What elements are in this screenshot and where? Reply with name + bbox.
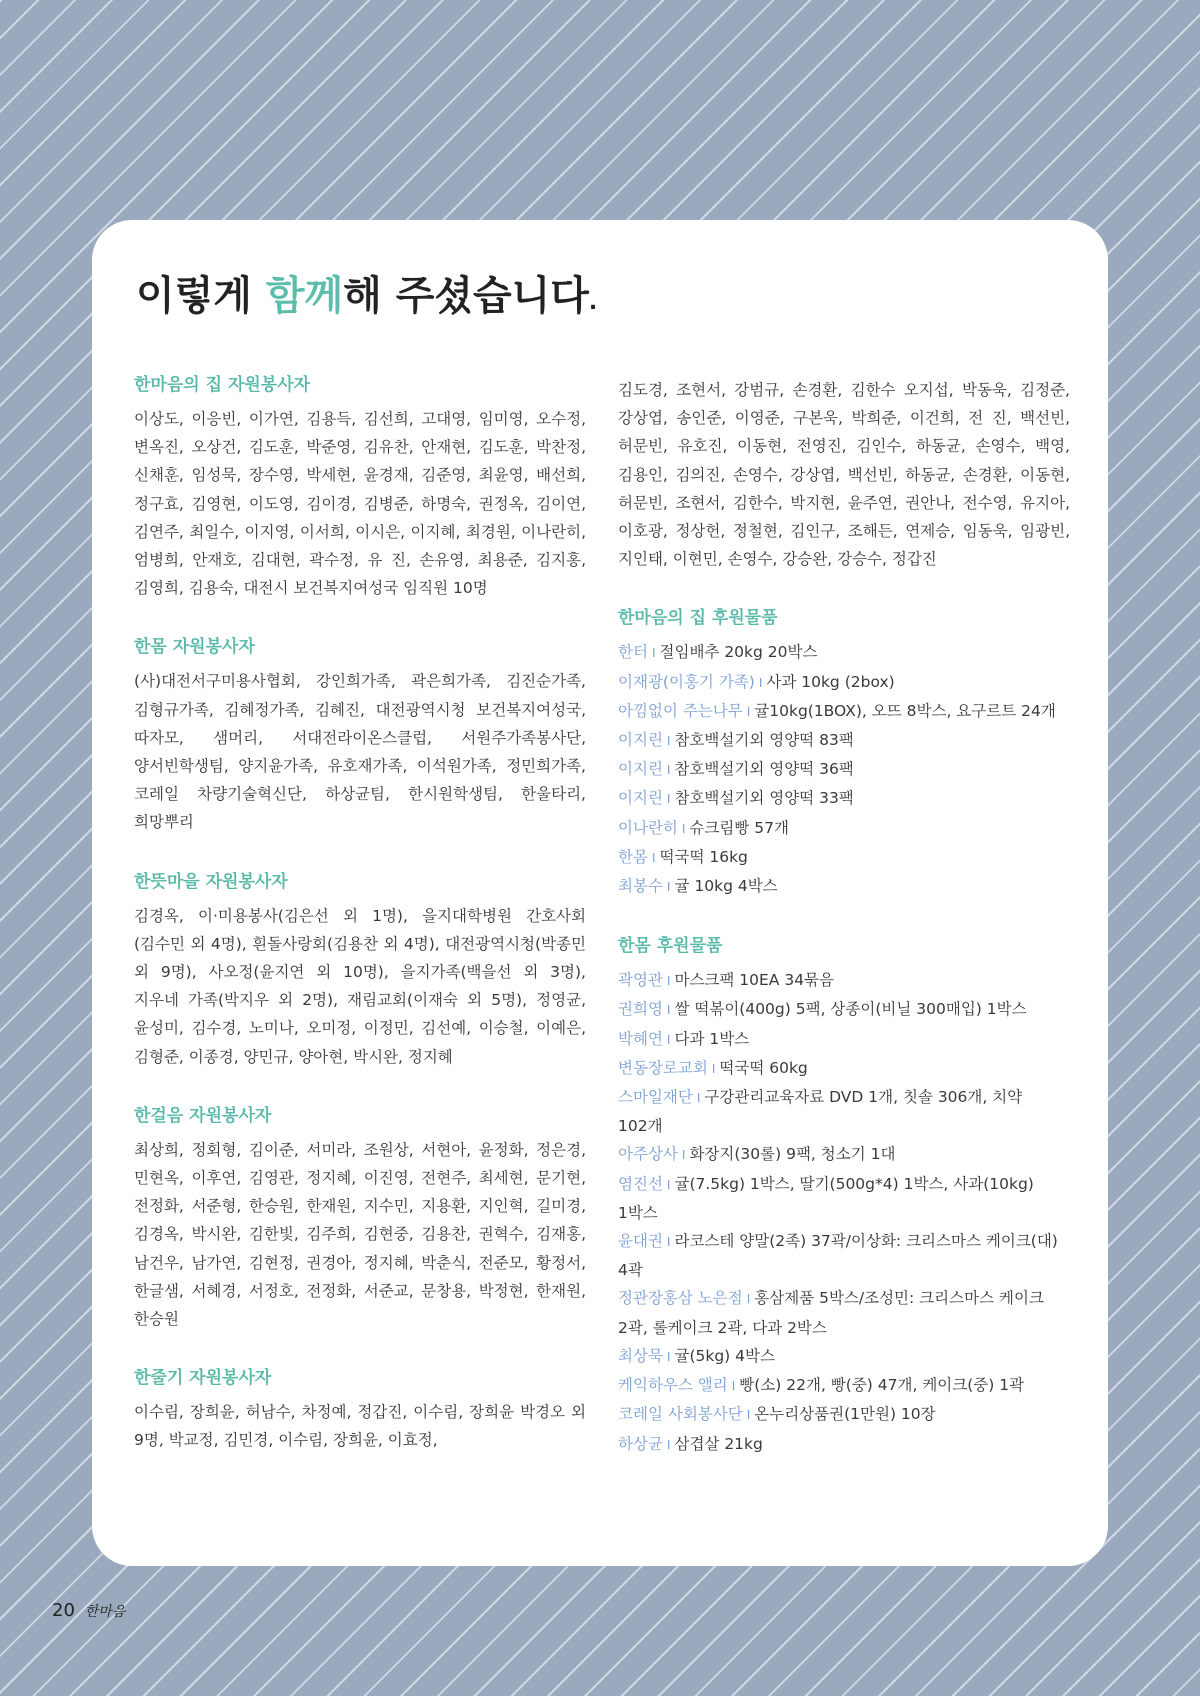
section-body: 최상희, 정회형, 김이준, 서미라, 조원상, 서현아, 윤정화, 정은경, 민현옥, 이후연, 김영관, 정지혜, 이진영, 전현주, 최세현, 문기현, 전정화, 서준형, 한승원, 한재원, 지수민, 지용환, 지인혁, 길미경, 김경옥, 박시완, 김한빛, 김주희, 김현중, 김용찬, 권혁수, 김재홍, 남건우, 남가연, 김현정, 권경아, 정지혜, 박춘식, 전준모, 황정서, 한글샘, 서혜경, 서정호, 전정화, 서준교, 문창용, 박정현, 한재원, 한승원: [134, 1140, 586, 1329]
separator: I: [651, 850, 656, 865]
donation-item: [618, 1430, 1070, 1459]
donation-item: [618, 784, 1070, 813]
separator: I: [666, 974, 671, 989]
donor-name: 윤대권: [618, 1232, 663, 1251]
donation-item: [618, 814, 1070, 843]
left-column: [134, 370, 586, 1455]
donated-item: 참호백설기외 영양떡 83팩: [674, 731, 854, 750]
donor-name: 이지린: [618, 760, 663, 779]
title-highlight: 함께: [265, 273, 344, 319]
donation-item: [618, 1284, 1070, 1341]
donor-name: 이지린: [618, 731, 663, 750]
donated-item: 슈크림빵 57개: [689, 818, 789, 837]
separator: I: [758, 675, 763, 690]
donated-item: 다과 1박스: [674, 1029, 750, 1048]
right-column: [618, 376, 1070, 1459]
separator: I: [696, 1091, 701, 1106]
donor-name: 아주상사: [618, 1145, 678, 1164]
donor-name: 권희영: [618, 1000, 663, 1019]
section-body: 김경옥, 이·미용봉사(김은선 외 1명), 을지대학병원 간호사회(김수민 외 4명), 흰돌사랑회(김용찬 외 4명), 대전광역시청(박종민 외 9명), 사오정(윤지연 외 10명), 을지가족(백을선 외 3명), 지우네 가족(박지우 외 2명), 재림교회(이재숙 외 5명), 정영균, 윤성미, 김수경, 노미나, 오미정, 이정민, 김선예, 이승철, 이예은, 김형준, 이종경, 양민규, 양아현, 박시완, 정지혜: [134, 906, 586, 1066]
donation-item: [618, 726, 1070, 755]
page-number: 20: [52, 1600, 75, 1621]
donor-name: 이재광(이홍기 가족): [618, 672, 755, 691]
separator: I: [731, 1379, 736, 1394]
donation-item: [618, 1371, 1070, 1400]
donation-item: [618, 843, 1070, 872]
donation-section-hanmaeum: [618, 603, 1070, 901]
donor-name: 최상묵: [618, 1346, 663, 1365]
donation-item: [618, 668, 1070, 697]
donated-item: 구강관리교육자료 DVD 1개, 칫솔 306개, 치약 102개: [618, 1088, 1023, 1136]
donation-item: [618, 872, 1070, 901]
donor-name: 정관장홍삼 노은점: [618, 1289, 743, 1308]
section-heading: 한줄기 자원봉사자: [134, 1368, 272, 1389]
separator: I: [666, 1003, 671, 1018]
donation-item: [618, 966, 1070, 995]
volunteer-section-hangeoreum: [134, 1101, 586, 1333]
donation-item: [618, 1054, 1070, 1083]
volunteer-section-hanmom: [134, 632, 586, 836]
donation-item: [618, 755, 1070, 784]
donated-item: 귤(7.5kg) 1박스, 딸기(500g*4) 1박스, 사과(10kg) 1박스: [618, 1174, 1034, 1222]
section-body: (사)대전서구미용사협회, 강인희가족, 곽은희가족, 김진순가족, 김형규가족, 김혜정가족, 김혜진, 대전광역시청 보건복지여성국, 따자모, 샘머리, 서대전라이온스클럽, 서원주가족봉사단, 양서빈학생팀, 양지윤가족, 유호재가족, 이석원가족, 정민희가족, 코레일 차량기술혁신단, 하상균팀, 한시원학생팀, 한울타리, 희망뿌리: [134, 672, 586, 832]
donor-name: 변동장로교회: [618, 1058, 708, 1077]
separator: I: [746, 1408, 751, 1423]
donor-name: 하상균: [618, 1434, 663, 1453]
separator: I: [666, 792, 671, 807]
donated-item: 온누리상품권(1만원) 10장: [754, 1405, 936, 1424]
section-body: 이수림, 장희윤, 허남수, 차정예, 정갑진, 이수림, 장희윤 박경오 외 9명, 박교정, 김민경, 이수림, 장희윤, 이효정,: [134, 1403, 586, 1450]
donation-list: [618, 638, 1070, 901]
donor-name: 한터: [618, 643, 648, 662]
donated-item: 귤10kg(1BOX), 오뜨 8박스, 요구르트 24개: [754, 701, 1056, 720]
donor-name: 스마일재단: [618, 1088, 693, 1107]
donated-item: 귤 10kg 4박스: [674, 877, 778, 896]
donation-item: [618, 1170, 1070, 1227]
separator: I: [666, 734, 671, 749]
page-title: [136, 264, 597, 321]
separator: I: [681, 821, 686, 836]
donation-item: [618, 697, 1070, 726]
section-heading: 한뜻마을 자원봉사자: [134, 871, 288, 892]
donation-item: [618, 638, 1070, 667]
separator: I: [666, 1437, 671, 1452]
section-heading: 한마음의 집 후원물품: [618, 608, 778, 629]
donated-item: 화장지(30롤) 9팩, 청소기 1대: [689, 1145, 896, 1164]
separator: I: [666, 1177, 671, 1192]
donation-item: [618, 1140, 1070, 1169]
donated-item: 참호백설기외 영양떡 36팩: [674, 760, 854, 779]
donated-item: 삼겹살 21kg: [674, 1434, 763, 1453]
separator: I: [666, 1349, 671, 1364]
donor-name: 아낌없이 주는나무: [618, 701, 743, 720]
section-heading: 한걸음 자원봉사자: [134, 1105, 272, 1126]
donated-item: 홍삼제품 5박스/조성민: 크리스마스 케이크 2곽, 롤케이크 2곽, 다과 2박스: [618, 1289, 1044, 1337]
separator: I: [746, 1292, 751, 1307]
separator: I: [651, 646, 656, 661]
content-card: [92, 220, 1108, 1566]
donated-item: 절임배추 20kg 20박스: [659, 643, 818, 662]
donated-item: 참호백설기외 영양떡 33팩: [674, 789, 854, 808]
donor-name: 곽영관: [618, 971, 663, 990]
donor-name: 케익하우스 앨리: [618, 1376, 728, 1395]
donation-item: [618, 1025, 1070, 1054]
separator: I: [666, 763, 671, 778]
separator: I: [666, 880, 671, 895]
separator: I: [746, 704, 751, 719]
donated-item: 떡국떡 16kg: [659, 847, 748, 866]
donor-name: 박혜연: [618, 1029, 663, 1048]
volunteer-section-hanmaeum: [134, 370, 586, 602]
brand-logo: 한마음: [84, 1604, 126, 1620]
separator: I: [681, 1148, 686, 1163]
donation-item: [618, 1342, 1070, 1371]
donor-name: 코레일 사회봉사단: [618, 1405, 743, 1424]
section-body: 이상도, 이응빈, 이가연, 김용득, 김선희, 고대영, 임미영, 오수정, 변옥진, 오상건, 김도훈, 박준영, 김유찬, 안재현, 김도훈, 박찬정, 신채훈, 임성묵, 장수영, 박세현, 윤경재, 김준영, 최윤영, 배선희, 정구효, 김영현, 이도영, 김이경, 김병준, 하명숙, 권정옥, 김이연, 김연주, 최일수, 이지영, 이서희, 이시은, 이지혜, 최경원, 이나란히, 엄병희, 안재호, 김대현, 곽수정, 유 진, 손유영, 최용준, 김지홍, 김영희, 김용숙, 대전시 보건복지여성국 임직원 10명: [134, 410, 586, 598]
volunteer-list-continuation: 김도경, 조현서, 강범규, 손경환, 김한수 오지섭, 박동욱, 김정준, 강상엽, 송인준, 이영준, 구본욱, 박희준, 이건희, 전 진, 백선빈, 허문빈, 유호진, 이동현, 전영진, 김인수, 하동균, 손영수, 백영, 김용인, 김의진, 손영수, 강상엽, 백선빈, 하동균, 손경환, 이동현, 허문빈, 조현서, 김한수, 박지현, 윤주연, 권안나, 전수영, 유지아, 이호광, 정상헌, 정철현, 김인구, 조해든, 연제승, 임동욱, 임광빈, 지인태, 이현민, 손영수, 강승완, 강승수, 정갑진: [618, 381, 1070, 569]
donated-item: 쌀 떡볶이(400g) 5팩, 상종이(비닐 300매입) 1박스: [674, 1000, 1027, 1019]
section-heading: 한마음의 집 자원봉사자: [134, 375, 311, 395]
section-heading: 한몸 자원봉사자: [134, 637, 255, 658]
volunteer-section-hanjulgi: [134, 1363, 586, 1454]
donation-item: [618, 1083, 1070, 1140]
donor-name: 이나란히: [618, 818, 678, 837]
donation-item: [618, 1227, 1070, 1284]
title-after: 해 주셨습니다: [343, 273, 589, 319]
donation-item: [618, 1400, 1070, 1429]
donated-item: 빵(소) 22개, 빵(중) 47개, 케이크(중) 1곽: [739, 1376, 1025, 1395]
donated-item: 사과 10kg (2box): [766, 672, 895, 691]
separator: I: [666, 1032, 671, 1047]
section-heading: 한몸 후원물품: [618, 936, 723, 957]
page-footer: [52, 1600, 125, 1621]
donated-item: 떡국떡 60kg: [719, 1058, 808, 1077]
separator: I: [666, 1235, 671, 1250]
donated-item: 라코스테 양말(2족) 37곽/이상화: 크리스마스 케이크(대) 4곽: [618, 1232, 1058, 1280]
donation-section-hanmom: [618, 931, 1070, 1458]
donation-item: [618, 995, 1070, 1024]
separator: I: [711, 1061, 716, 1076]
title-before: 이렇게: [136, 273, 266, 319]
donor-name: 최봉수: [618, 877, 663, 896]
donor-name: 한몸: [618, 847, 648, 866]
donation-list: [618, 966, 1070, 1458]
title-period: .: [588, 290, 598, 315]
donor-name: 이지린: [618, 789, 663, 808]
donated-item: 마스크팩 10EA 34묶음: [674, 971, 835, 990]
volunteer-section-handdeut: [134, 867, 586, 1071]
donor-name: 염진선: [618, 1174, 663, 1193]
donated-item: 귤(5kg) 4박스: [674, 1346, 775, 1365]
